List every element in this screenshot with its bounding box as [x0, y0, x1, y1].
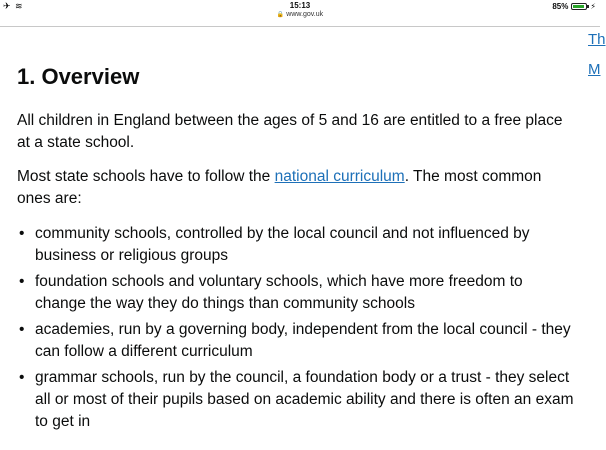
sidebar-link-1[interactable]: Th: [588, 31, 606, 48]
header-divider: [0, 26, 600, 27]
airplane-wifi-icon: ✈ ≋: [3, 1, 24, 11]
address-bar[interactable]: [0, 10, 600, 20]
page-title: 1. Overview: [17, 64, 140, 89]
bullet-icon: •: [19, 225, 25, 242]
list-item: [17, 223, 577, 267]
bullet-icon: •: [19, 273, 25, 290]
list-item-text: grammar schools, run by the council, a foundation body or a trust - they select all or most of their pupils based on academic ability and there is often an exam to get in: [35, 369, 574, 430]
school-types-list: [17, 223, 577, 433]
intro-paragraph: All children in England between the ages of 5 and 16 are entitled to a free place at a state school.: [17, 112, 563, 151]
status-time: 15:13: [289, 1, 311, 10]
list-item-text: academies, run by a governing body, independent from the local council - they can follow a different curriculum: [35, 321, 571, 360]
national-curriculum-link[interactable]: national curriculum: [274, 168, 405, 185]
curriculum-text-after: . The most common ones are:: [17, 168, 542, 207]
bullet-icon: •: [19, 321, 25, 338]
list-item-text: foundation schools and voluntary schools, which have more freedom to change the way they do things than community schools: [35, 273, 523, 312]
list-item: [17, 367, 577, 433]
charging-icon: ⚡: [590, 2, 596, 11]
sidebar-link-2[interactable]: M: [588, 61, 601, 78]
lock-icon: 🔒: [276, 12, 285, 18]
list-item-text: community schools, controlled by the local council and not influenced by business or religious groups: [35, 225, 530, 264]
bullet-icon: •: [19, 369, 25, 386]
contents-sidebar: [588, 30, 606, 80]
battery-fill: [573, 5, 583, 8]
battery-percent: 85%: [552, 2, 569, 11]
url-text: www.gov.uk: [286, 11, 324, 18]
battery-icon: [571, 3, 587, 10]
curriculum-paragraph: [17, 166, 577, 210]
main-content: [17, 60, 577, 437]
curriculum-text-before: Most state schools have to follow the: [17, 168, 275, 185]
list-item: [17, 319, 577, 363]
list-item: [17, 271, 577, 315]
